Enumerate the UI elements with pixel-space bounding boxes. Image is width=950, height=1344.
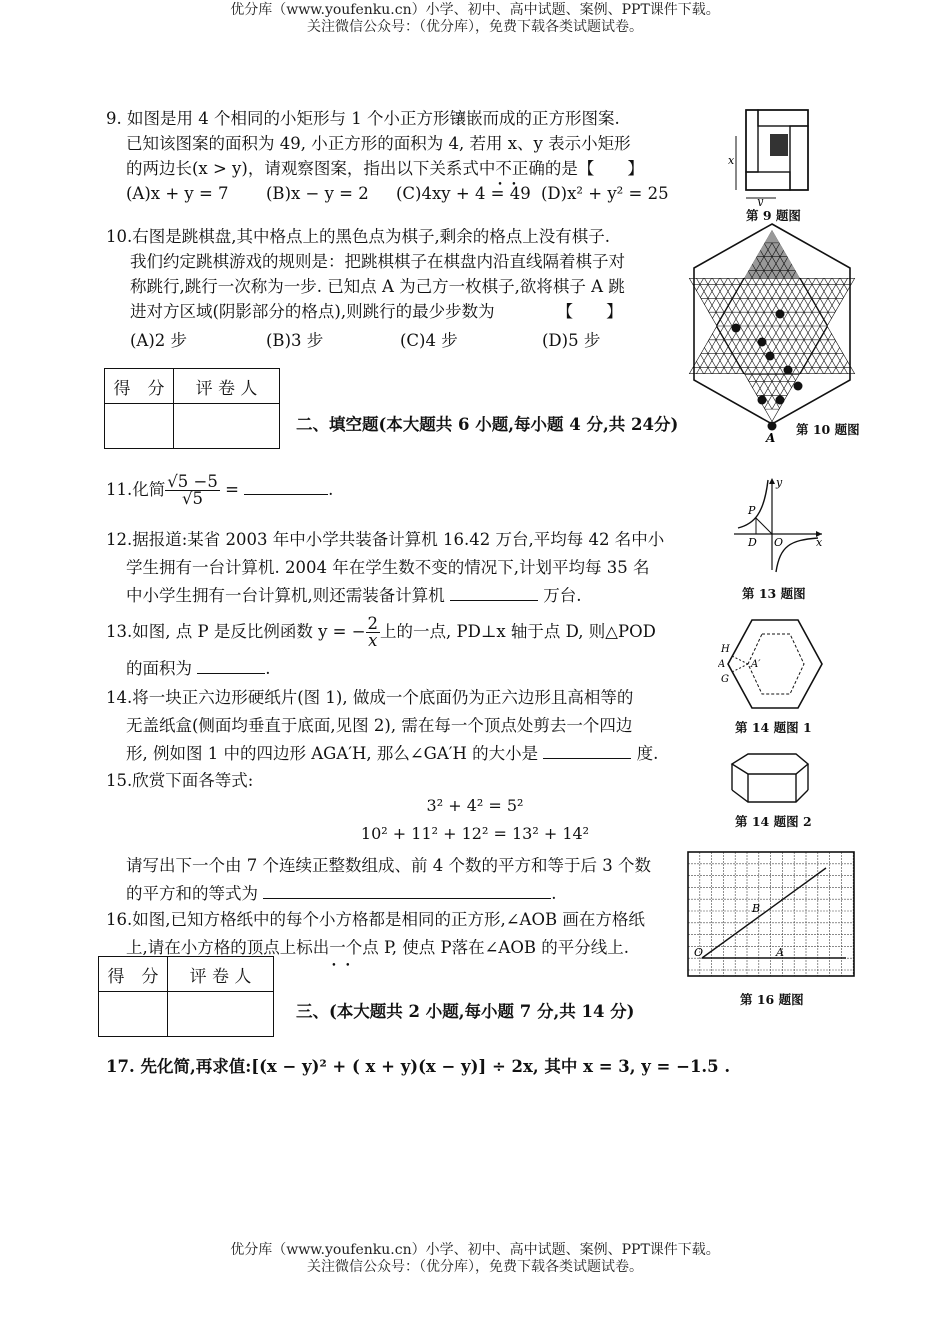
q10-line-3: 称跳行,跳行一次称为一步. 已知点 A 为己方一枚棋子,欲将棋子 A 跳 xyxy=(130,277,625,296)
q13-denominator: x xyxy=(368,631,378,650)
fig10-label-a: A xyxy=(766,431,776,445)
q14-line-3b: 度. xyxy=(636,744,659,763)
q11-numerator: √5 −5 xyxy=(167,472,218,491)
q11-equals: = xyxy=(219,480,245,499)
q12-line-3 xyxy=(106,582,664,610)
question-14 xyxy=(106,684,658,768)
question-13 xyxy=(106,616,656,683)
header-line-2: 关注微信公众号：（优分库），免费下载各类试题试卷。 xyxy=(307,19,643,35)
q13-answer-blank[interactable] xyxy=(197,657,265,674)
section-3-title: 三、(本大题共 2 小题,每小题 7 分,共 14 分) xyxy=(296,1002,635,1021)
q11-end: . xyxy=(328,480,334,499)
question-10 xyxy=(106,224,625,353)
q10-option-a: (A)2 步 xyxy=(130,331,188,350)
footer-line-1: 优分库（www.youfenku.cn）小学、初中、高中试题、案例、PPT课件下载。 xyxy=(230,1242,720,1258)
fig14-label-a-prime: A′ xyxy=(751,659,761,670)
q15-line-1: 15.欣赏下面各等式: xyxy=(106,771,254,790)
q13-prefix: 13.如图, 点 P 是反比例函数 y = − xyxy=(106,622,366,641)
question-16 xyxy=(106,906,645,962)
q15-equation-2: 10² + 11² + 12² = 13² + 14² xyxy=(360,824,590,843)
fig9-caption: 第 9 题图 xyxy=(746,208,801,223)
q14-line-2: 无盖纸盒(侧面均垂直于底面,见图 2), 需在每一个顶点处剪去一个四边 xyxy=(126,716,633,735)
q9-line-3a: 的两边长(x > y)，请观察图案，指出以下关系式中 xyxy=(126,159,496,178)
q15-answer-blank[interactable] xyxy=(263,882,551,899)
score-box-1-grader-cell[interactable] xyxy=(174,404,280,449)
fig14-label-h: H xyxy=(721,644,730,655)
figure-9 xyxy=(724,106,820,206)
q12-line-3b: 万台. xyxy=(543,586,582,605)
q12-line-3a: 中小学生拥有一台计算机,则还需装备计算机 xyxy=(126,586,445,605)
fig16-caption: 第 16 题图 xyxy=(740,992,804,1007)
figure-10 xyxy=(684,222,860,447)
fig10-caption: 第 10 题图 xyxy=(796,422,860,437)
figure-16 xyxy=(686,850,858,980)
q9-option-c: (C)4xy + 4 = 49 xyxy=(396,184,531,203)
fig13-caption: 第 13 题图 xyxy=(742,586,806,601)
question-9 xyxy=(106,106,669,206)
question-17: 17. 先化简,再求值:[(x − y)² + ( x + y)(x − y)] ÷ 2x, 其中 x = 3, y = −1.5 . xyxy=(106,1057,731,1076)
q9-line-3 xyxy=(106,156,669,181)
q15-line-3 xyxy=(106,880,651,908)
q12-line-2: 学生拥有一台计算机. 2004 年在学生数不变的情况下,计划平均每 35 名 xyxy=(126,558,650,577)
q13-line-2b: . xyxy=(265,659,271,678)
fig16-label-a: A xyxy=(776,946,784,959)
q11-prefix: 11.化简 xyxy=(106,480,166,499)
q10-line-4 xyxy=(106,299,625,324)
fig13-label-y: y xyxy=(776,476,783,489)
q15-prompt xyxy=(106,852,651,908)
q9-options xyxy=(106,181,669,206)
q10-option-c: (C)4 步 xyxy=(400,331,458,350)
q16-emphasis: 一个 • • xyxy=(329,938,362,957)
fig16-label-o: O xyxy=(694,946,704,959)
q11-denominator: √5 xyxy=(182,489,204,508)
q14-line-1: 14.将一块正六边形硬纸片(图 1), 做成一个底面仍为正六边形且高相等的 xyxy=(106,688,634,707)
q10-line-1: 10.右图是跳棋盘,其中格点上的黑色点为棋子,剩余的格点上没有棋子. xyxy=(106,227,610,246)
figure-14-1 xyxy=(718,614,828,714)
q13-line-1 xyxy=(106,616,656,649)
q16-line-2c: 点 P, 使点 P落在∠AOB 的平分线上. xyxy=(362,938,629,957)
q10-options xyxy=(106,328,625,353)
q9-emphasis: 不正确 • • xyxy=(495,159,545,178)
q13-line-2 xyxy=(106,655,656,683)
fig9-label-y: y xyxy=(757,195,764,206)
section-2-title: 二、填空题(本大题共 6 小题,每小题 4 分,共 24分) xyxy=(296,415,679,434)
question-11 xyxy=(106,474,333,507)
fig13-label-d: D xyxy=(748,536,757,549)
fig13-label-o: O xyxy=(774,536,784,549)
q13-line-2a: 的面积为 xyxy=(126,659,192,678)
q10-option-b: (B)3 步 xyxy=(266,331,324,350)
q9-line-1: 9. 如图是用 4 个相同的小矩形与 1 个小正方形镶嵌而成的正方形图案. xyxy=(106,109,620,128)
score-box-2-grader-label: 评 卷 人 xyxy=(168,957,274,992)
q13-numerator: 2 xyxy=(367,614,379,633)
score-box-1-grader-label: 评 卷 人 xyxy=(174,369,280,404)
q10-bracket: 【 】 xyxy=(556,302,623,321)
q9-option-b: (B)x − y = 2 xyxy=(266,184,369,203)
question-12 xyxy=(106,526,664,610)
fig9-label-x: x xyxy=(728,154,735,167)
fig13-label-p: P xyxy=(748,504,756,517)
q15-line-2: 请写出下一个由 7 个连续正整数组成、前 4 个数的平方和等于后 3 个数 xyxy=(126,856,651,875)
q9-line-2: 已知该图案的面积为 49, 小正方形的面积为 4, 若用 x、y 表示小矩形 xyxy=(126,134,631,153)
fig14-2-caption: 第 14 题图 2 xyxy=(735,814,812,829)
fig14-label-g: G xyxy=(721,674,729,685)
q14-answer-blank[interactable] xyxy=(543,742,631,759)
footer-line-2: 关注微信公众号：（优分库），免费下载各类试题试卷。 xyxy=(307,1259,643,1275)
score-box-1-score-label: 得 分 xyxy=(105,369,174,404)
score-box-1 xyxy=(104,368,280,449)
q9-line-3c: 的是【 】 xyxy=(544,159,644,178)
score-box-2-score-cell[interactable] xyxy=(99,992,168,1037)
q14-line-3a: 形, 例如图 1 中的四边形 AGA′H, 那么∠GA′H 的大小是 xyxy=(126,744,539,763)
q9-option-d: (D)x² + y² = 25 xyxy=(541,184,669,203)
q15-line-3b: . xyxy=(551,884,557,903)
q11-fraction xyxy=(165,474,220,507)
q16-line-1: 16.如图,已知方格纸中的每个小方格都是相同的正方形,∠AOB 画在方格纸 xyxy=(106,910,645,929)
fig16-label-b: B xyxy=(752,902,761,915)
q10-line-4a: 进对方区域(阴影部分的格点),则跳行的最少步数为 xyxy=(130,302,495,321)
q14-line-3 xyxy=(106,740,658,768)
q9-option-a: (A)x + y = 7 xyxy=(126,184,229,203)
score-box-1-score-cell[interactable] xyxy=(105,404,174,449)
score-box-2-score-label: 得 分 xyxy=(99,957,168,992)
score-box-2 xyxy=(98,956,274,1037)
q13-fraction xyxy=(366,616,381,649)
q15-line-3a: 的平方和的等式为 xyxy=(126,884,258,903)
figure-13 xyxy=(728,474,828,574)
score-box-2-grader-cell[interactable] xyxy=(168,992,274,1037)
q13-suffix: 上的一点, PD⊥x 轴于点 D, 则△POD xyxy=(380,622,656,641)
q11-answer-blank[interactable] xyxy=(244,478,328,495)
fig14-label-a: A xyxy=(718,659,726,670)
header-line-1: 优分库（www.youfenku.cn）小学、初中、高中试题、案例、PPT课件下载。 xyxy=(230,2,720,18)
q12-line-1: 12.据报道:某省 2003 年中小学共装备计算机 16.42 万台,平均每 42 名中小 xyxy=(106,530,665,549)
question-15 xyxy=(106,768,253,793)
fig13-label-x: x xyxy=(816,536,823,549)
fig14-1-caption: 第 14 题图 1 xyxy=(735,720,812,735)
q15-equation-1: 3² + 4² = 5² xyxy=(426,796,524,815)
q16-line-2a: 上,请在小方格的顶点上标出 xyxy=(126,938,330,957)
q10-line-2: 我们约定跳棋游戏的规则是：把跳棋棋子在棋盘内沿直线隔着棋子对 xyxy=(130,252,625,271)
q10-option-d: (D)5 步 xyxy=(542,331,601,350)
q12-answer-blank[interactable] xyxy=(450,584,538,601)
